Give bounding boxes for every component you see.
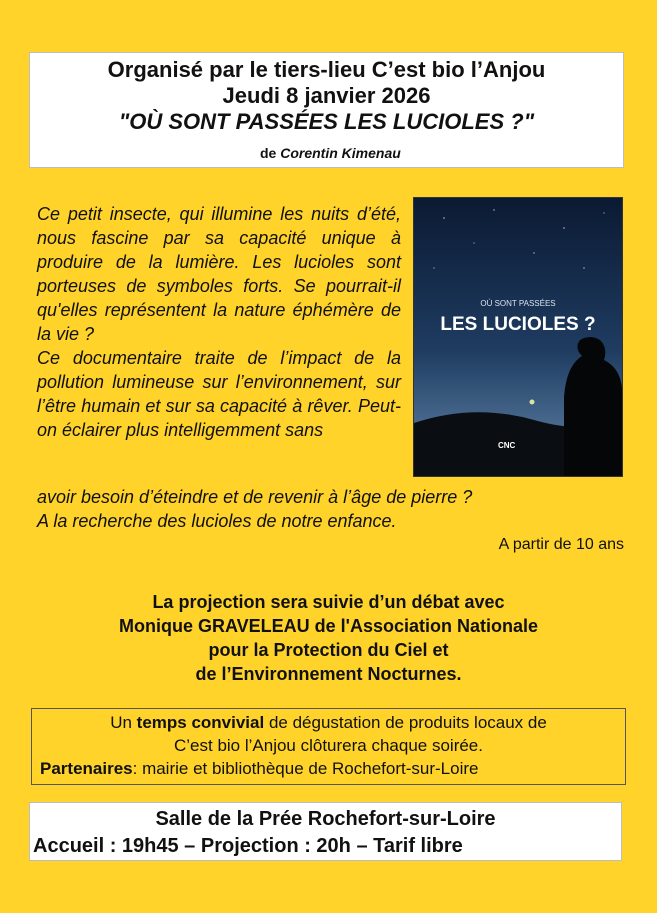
partners-line bbox=[40, 757, 617, 780]
description-paragraph-1: Ce petit insecte, qui illumine les nuits d’été, nous fascine par sa capacité unique à produire de la lumière. Les lucioles sont porteuses de symboles forts. Se pourrait-il qu'elles représentent la nature éphémère de la vie ? bbox=[37, 204, 401, 344]
description-block bbox=[37, 202, 401, 442]
by-label: de bbox=[260, 145, 277, 161]
debate-line-2: Monique GRAVELEAU de l'Association Nationale bbox=[119, 616, 538, 636]
film-title: "OÙ SONT PASSÉES LES LUCIOLES ?" bbox=[118, 109, 535, 134]
poster-title: LES LUCIOLES ? bbox=[440, 314, 596, 335]
author-name: Corentin Kimenau bbox=[280, 145, 401, 161]
venue-place: Salle de la Prée Rochefort-sur-Loire bbox=[155, 808, 496, 830]
film-poster bbox=[413, 197, 623, 477]
convivial-line-1 bbox=[40, 711, 617, 734]
debate-line-4: de l’Environnement Nocturnes. bbox=[195, 664, 462, 684]
debate-line-3: pour la Protection du Ciel et bbox=[208, 640, 449, 660]
description-continued bbox=[37, 485, 617, 533]
poster-logo: CNC bbox=[498, 441, 516, 450]
poster-subtitle: OÙ SONT PASSÉES bbox=[480, 299, 556, 308]
header-box bbox=[29, 52, 624, 168]
debate-announcement bbox=[0, 590, 657, 686]
convivial-line-2: C’est bio l’Anjou clôturera chaque soirée. bbox=[173, 736, 483, 755]
venue-box bbox=[29, 802, 622, 861]
partners-label: Partenaires bbox=[40, 759, 133, 778]
debate-line-1: La projection sera suivie d’un débat avec bbox=[152, 592, 505, 612]
convivial-prefix: Un bbox=[110, 713, 137, 732]
description-paragraph-2: Ce documentaire traite de l’impact de la pollution lumineuse sur l’environnement, sur l’être humain et sur sa capacité à rêver. Peut-on éclairer plus intelligemment sans bbox=[37, 348, 401, 440]
convivial-rest: de dégustation de produits locaux de bbox=[264, 713, 547, 732]
organizer-line: Organisé par le tiers-lieu C’est bio l’Anjou bbox=[107, 57, 546, 82]
author-line bbox=[260, 145, 401, 161]
description-line-wide-2: A la recherche des lucioles de notre enfance. bbox=[37, 511, 397, 531]
partners-text: : mairie et bibliothèque de Rochefort-sur-Loire bbox=[132, 759, 479, 778]
description-line-wide-1: avoir besoin d’éteindre et de revenir à l’âge de pierre ? bbox=[37, 487, 473, 507]
venue-schedule: Accueil : 19h45 – Projection : 20h – Tarif libre bbox=[33, 835, 463, 857]
age-note: A partir de 10 ans bbox=[498, 536, 624, 553]
convivial-bold: temps convivial bbox=[136, 713, 265, 732]
poster-image bbox=[414, 198, 622, 476]
event-date: Jeudi 8 janvier 2026 bbox=[222, 83, 431, 108]
convivial-box bbox=[31, 708, 626, 785]
